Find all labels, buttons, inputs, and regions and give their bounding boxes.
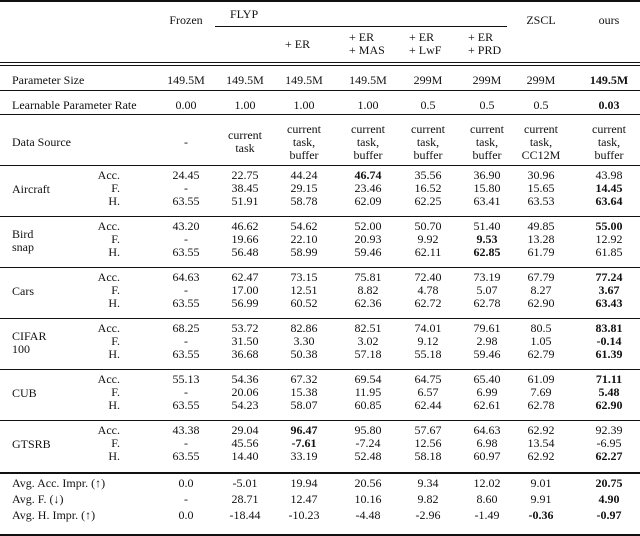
data-cell: -18.44: [229, 508, 261, 522]
data-cell: 52.00: [354, 219, 382, 233]
data-cell: 30.96: [527, 168, 555, 182]
data-cell: 83.81: [595, 321, 623, 335]
data-cell: 62.61: [473, 398, 501, 412]
data-cell: 9.01: [530, 476, 552, 490]
data-cell: 75.81: [354, 270, 382, 284]
data-cell: 53.72: [231, 321, 259, 335]
data-cell: 43.98: [595, 168, 623, 182]
dataset-name: CUB: [12, 386, 37, 400]
data-cell: 60.52: [290, 296, 318, 310]
dataset-name: Bird snap: [12, 226, 34, 254]
data-cell: 77.24: [595, 270, 623, 284]
data-cell: 6.57: [417, 385, 439, 399]
data-cell: 9.91: [530, 492, 552, 506]
col-subheader: + ER: [285, 37, 311, 51]
data-cell: 1.00: [293, 97, 315, 112]
metric-label: H.: [108, 449, 120, 463]
data-cell: 59.46: [473, 347, 501, 361]
data-cell: 64.75: [414, 372, 442, 386]
col-subheader: + ER + MAS: [349, 30, 385, 57]
data-cell: 62.27: [595, 449, 623, 463]
data-cell: 31.50: [231, 334, 259, 348]
data-cell: 4.90: [598, 492, 620, 506]
metric-label: Acc.: [97, 168, 120, 182]
summary-label: Avg. F. (↓): [12, 492, 64, 506]
data-cell: 62.90: [595, 398, 623, 412]
col-header-flyp: FLYP: [230, 7, 259, 21]
data-cell: 52.48: [354, 449, 382, 463]
data-cell: 5.07: [476, 283, 498, 297]
dataset-name: CIFAR 100: [12, 328, 47, 356]
data-cell: 57.67: [414, 423, 442, 437]
dataset-rule: [0, 267, 640, 268]
dataset-name: GTSRB: [12, 437, 51, 451]
data-cell: -: [184, 181, 188, 195]
data-cell: 63.43: [595, 296, 623, 310]
data-cell: 6.99: [476, 385, 498, 399]
data-cell: 24.45: [172, 168, 200, 182]
data-cell: 63.55: [172, 296, 200, 310]
data-cell: 3.67: [598, 283, 620, 297]
data-cell: 92.39: [595, 423, 623, 437]
col-header-zscl: ZSCL: [526, 13, 556, 27]
data-cell: 20.75: [595, 476, 623, 490]
data-cell: 29.04: [231, 423, 259, 437]
data-cell: 149.5M: [589, 72, 629, 87]
data-cell: 72.40: [414, 270, 442, 284]
metric-label: F.: [111, 232, 120, 246]
data-cell: 4.78: [417, 283, 439, 297]
metric-label: H.: [108, 296, 120, 310]
data-cell: 2.98: [476, 334, 498, 348]
data-cell: 65.40: [473, 372, 501, 386]
data-cell: current task, buffer: [351, 121, 385, 162]
data-cell: 68.25: [172, 321, 200, 335]
data-cell: 82.86: [290, 321, 318, 335]
data-cell: 61.09: [527, 372, 555, 386]
metric-label: F.: [111, 385, 120, 399]
data-cell: 8.60: [476, 492, 498, 506]
dataset-rule: [0, 216, 640, 217]
data-cell: 17.00: [231, 283, 259, 297]
data-cell: 62.92: [527, 423, 555, 437]
metric-label: F.: [111, 436, 120, 450]
col-subheader: + ER + LwF: [409, 30, 442, 57]
data-cell: 79.61: [473, 321, 501, 335]
col-header-frozen: Frozen: [169, 13, 203, 27]
metric-label: H.: [108, 398, 120, 412]
data-cell: -: [184, 385, 188, 399]
data-cell: 1.00: [234, 97, 256, 112]
data-cell: 62.78: [473, 296, 501, 310]
data-cell: -10.23: [288, 508, 320, 522]
metric-label: Acc.: [97, 270, 120, 284]
row-label: Data Source: [12, 134, 71, 149]
data-cell: 67.32: [290, 372, 318, 386]
data-cell: 95.80: [354, 423, 382, 437]
data-cell: 74.01: [414, 321, 442, 335]
data-cell: 12.92: [595, 232, 623, 246]
metric-label: Acc.: [97, 219, 120, 233]
data-cell: -: [184, 232, 188, 246]
data-cell: 0.5: [479, 97, 495, 112]
data-cell: current task, CC12M: [521, 121, 561, 162]
data-cell: 51.40: [473, 219, 501, 233]
data-cell: 62.90: [527, 296, 555, 310]
data-cell: 20.93: [354, 232, 382, 246]
data-cell: 16.52: [414, 181, 442, 195]
data-cell: 43.20: [172, 219, 200, 233]
data-cell: 9.92: [417, 232, 439, 246]
data-cell: 299M: [472, 72, 502, 87]
data-cell: 60.85: [354, 398, 382, 412]
data-cell: 14.40: [231, 449, 259, 463]
data-cell: current task, buffer: [411, 121, 445, 162]
data-cell: 59.46: [354, 245, 382, 259]
data-cell: 49.85: [527, 219, 555, 233]
data-cell: 38.45: [231, 181, 259, 195]
data-cell: 56.48: [231, 245, 259, 259]
data-cell: 20.06: [231, 385, 259, 399]
data-cell: 62.11: [414, 245, 442, 259]
data-cell: 20.56: [354, 476, 382, 490]
data-cell: -: [184, 134, 188, 149]
dataset-rule: [0, 318, 640, 319]
data-cell: 44.24: [290, 168, 318, 182]
data-cell: 57.18: [354, 347, 382, 361]
data-cell: 46.74: [354, 168, 382, 182]
data-cell: 9.12: [417, 334, 439, 348]
data-cell: 0.0: [178, 508, 194, 522]
data-cell: 54.36: [231, 372, 259, 386]
data-cell: -1.49: [474, 508, 500, 522]
summary-label: Avg. Acc. Impr. (↑): [12, 476, 106, 490]
data-cell: 10.16: [354, 492, 382, 506]
data-cell: 9.34: [417, 476, 439, 490]
data-cell: 73.15: [290, 270, 318, 284]
data-cell: 149.5M: [226, 72, 264, 87]
data-cell: 62.79: [527, 347, 555, 361]
data-cell: current task: [228, 128, 262, 155]
dataset-rule: [0, 420, 640, 421]
flyp-group-rule: [215, 26, 507, 27]
data-cell: 55.00: [595, 219, 623, 233]
data-cell: 51.91: [231, 194, 259, 208]
data-cell: 55.13: [172, 372, 200, 386]
data-cell: 54.62: [290, 219, 318, 233]
data-cell: -5.01: [232, 476, 258, 490]
data-cell: 12.47: [290, 492, 318, 506]
top-rule: [0, 0, 640, 2]
data-cell: 22.75: [231, 168, 259, 182]
data-cell: 63.55: [172, 245, 200, 259]
data-cell: 61.85: [595, 245, 623, 259]
row-rule: [0, 90, 640, 91]
data-cell: 82.51: [354, 321, 382, 335]
data-cell: -: [184, 436, 188, 450]
data-cell: 71.11: [595, 372, 623, 386]
data-cell: 22.10: [290, 232, 318, 246]
metric-label: Acc.: [97, 321, 120, 335]
data-cell: 58.07: [290, 398, 318, 412]
data-cell: 3.02: [357, 334, 379, 348]
data-cell: 55.18: [414, 347, 442, 361]
row-rule: [0, 114, 640, 115]
data-cell: 62.92: [527, 449, 555, 463]
data-cell: 63.55: [172, 398, 200, 412]
row-rule: [0, 65, 640, 66]
header-rule: [0, 62, 640, 63]
data-cell: 50.38: [290, 347, 318, 361]
data-cell: 6.98: [476, 436, 498, 450]
data-cell: 8.27: [530, 283, 552, 297]
data-cell: 0.0: [178, 476, 194, 490]
data-cell: 0.5: [420, 97, 436, 112]
data-cell: 299M: [526, 72, 556, 87]
data-cell: 23.46: [354, 181, 382, 195]
data-cell: 80.5: [530, 321, 552, 335]
data-cell: 149.5M: [285, 72, 323, 87]
data-cell: 63.55: [172, 347, 200, 361]
metric-label: H.: [108, 245, 120, 259]
data-cell: -2.96: [415, 508, 441, 522]
metric-label: Acc.: [97, 423, 120, 437]
data-cell: current task, buffer: [287, 121, 321, 162]
data-cell: 63.53: [527, 194, 555, 208]
data-cell: 45.56: [231, 436, 259, 450]
data-cell: current task, buffer: [470, 121, 504, 162]
data-cell: 12.02: [473, 476, 501, 490]
data-cell: 60.97: [473, 449, 501, 463]
data-cell: 0.5: [533, 97, 549, 112]
data-cell: -7.24: [355, 436, 381, 450]
data-cell: 9.53: [476, 232, 498, 246]
data-cell: -6.95: [596, 436, 622, 450]
data-cell: 8.82: [357, 283, 379, 297]
data-cell: 14.45: [595, 181, 623, 195]
data-cell: 62.72: [414, 296, 442, 310]
data-cell: 149.5M: [167, 72, 205, 87]
data-cell: 12.51: [290, 283, 318, 297]
data-cell: 15.80: [473, 181, 501, 195]
dataset-rule: [0, 369, 640, 370]
data-cell: 15.65: [527, 181, 555, 195]
data-cell: 58.99: [290, 245, 318, 259]
dataset-rule: [0, 165, 640, 166]
data-cell: 29.15: [290, 181, 318, 195]
data-cell: 1.00: [357, 97, 379, 112]
data-cell: 28.71: [231, 492, 259, 506]
data-cell: 46.62: [231, 219, 259, 233]
data-cell: 54.23: [231, 398, 259, 412]
data-cell: 61.39: [595, 347, 623, 361]
data-cell: 58.18: [414, 449, 442, 463]
data-cell: 43.38: [172, 423, 200, 437]
data-cell: 73.19: [473, 270, 501, 284]
data-cell: 36.68: [231, 347, 259, 361]
data-cell: 0.03: [598, 97, 620, 112]
row-label: Learnable Parameter Rate: [12, 97, 137, 112]
col-subheader: + ER + PRD: [468, 30, 502, 57]
col-header-ours: ours: [598, 13, 620, 27]
data-cell: 63.41: [473, 194, 501, 208]
row-label: Parameter Size: [12, 72, 85, 87]
dataset-name: Cars: [12, 284, 34, 298]
data-cell: 62.47: [231, 270, 259, 284]
data-cell: 64.63: [473, 423, 501, 437]
data-cell: 35.56: [414, 168, 442, 182]
data-cell: 62.25: [414, 194, 442, 208]
data-cell: 0.00: [175, 97, 197, 112]
data-cell: 19.66: [231, 232, 259, 246]
data-cell: -: [184, 283, 188, 297]
data-cell: 62.85: [473, 245, 501, 259]
data-cell: 19.94: [290, 476, 318, 490]
data-cell: 1.05: [530, 334, 552, 348]
data-cell: 15.38: [290, 385, 318, 399]
data-cell: 36.90: [473, 168, 501, 182]
data-cell: -0.97: [596, 508, 622, 522]
metric-label: Acc.: [97, 372, 120, 386]
data-cell: -: [184, 334, 188, 348]
data-cell: -: [184, 492, 188, 506]
data-cell: 61.79: [527, 245, 555, 259]
summary-rule: [0, 472, 640, 474]
metric-label: H.: [108, 347, 120, 361]
data-cell: 5.48: [598, 385, 620, 399]
data-cell: -7.61: [291, 436, 317, 450]
data-cell: 11.95: [354, 385, 382, 399]
data-cell: 7.69: [530, 385, 552, 399]
data-cell: 64.63: [172, 270, 200, 284]
data-cell: 63.64: [595, 194, 623, 208]
data-cell: 33.19: [290, 449, 318, 463]
metric-label: F.: [111, 283, 120, 297]
data-cell: 13.54: [527, 436, 555, 450]
data-cell: 63.55: [172, 449, 200, 463]
data-cell: 299M: [413, 72, 443, 87]
data-cell: 62.44: [414, 398, 442, 412]
data-cell: 149.5M: [349, 72, 387, 87]
data-cell: 56.99: [231, 296, 259, 310]
data-cell: 12.56: [414, 436, 442, 450]
data-cell: 3.30: [293, 334, 315, 348]
metric-label: F.: [111, 181, 120, 195]
metric-label: F.: [111, 334, 120, 348]
data-cell: 62.78: [527, 398, 555, 412]
data-cell: 50.70: [414, 219, 442, 233]
data-cell: 69.54: [354, 372, 382, 386]
dataset-name: Aircraft: [12, 182, 50, 196]
data-cell: -4.48: [355, 508, 381, 522]
data-cell: current task, buffer: [592, 121, 626, 162]
data-cell: 62.09: [354, 194, 382, 208]
data-cell: 9.82: [417, 492, 439, 506]
data-cell: 62.36: [354, 296, 382, 310]
summary-label: Avg. H. Impr. (↑): [12, 508, 96, 522]
data-cell: -0.36: [528, 508, 554, 522]
data-cell: -0.14: [596, 334, 622, 348]
metric-label: H.: [108, 194, 120, 208]
data-cell: 96.47: [290, 423, 318, 437]
data-cell: 58.78: [290, 194, 318, 208]
data-cell: 67.79: [527, 270, 555, 284]
data-cell: 63.55: [172, 194, 200, 208]
data-cell: 13.28: [527, 232, 555, 246]
